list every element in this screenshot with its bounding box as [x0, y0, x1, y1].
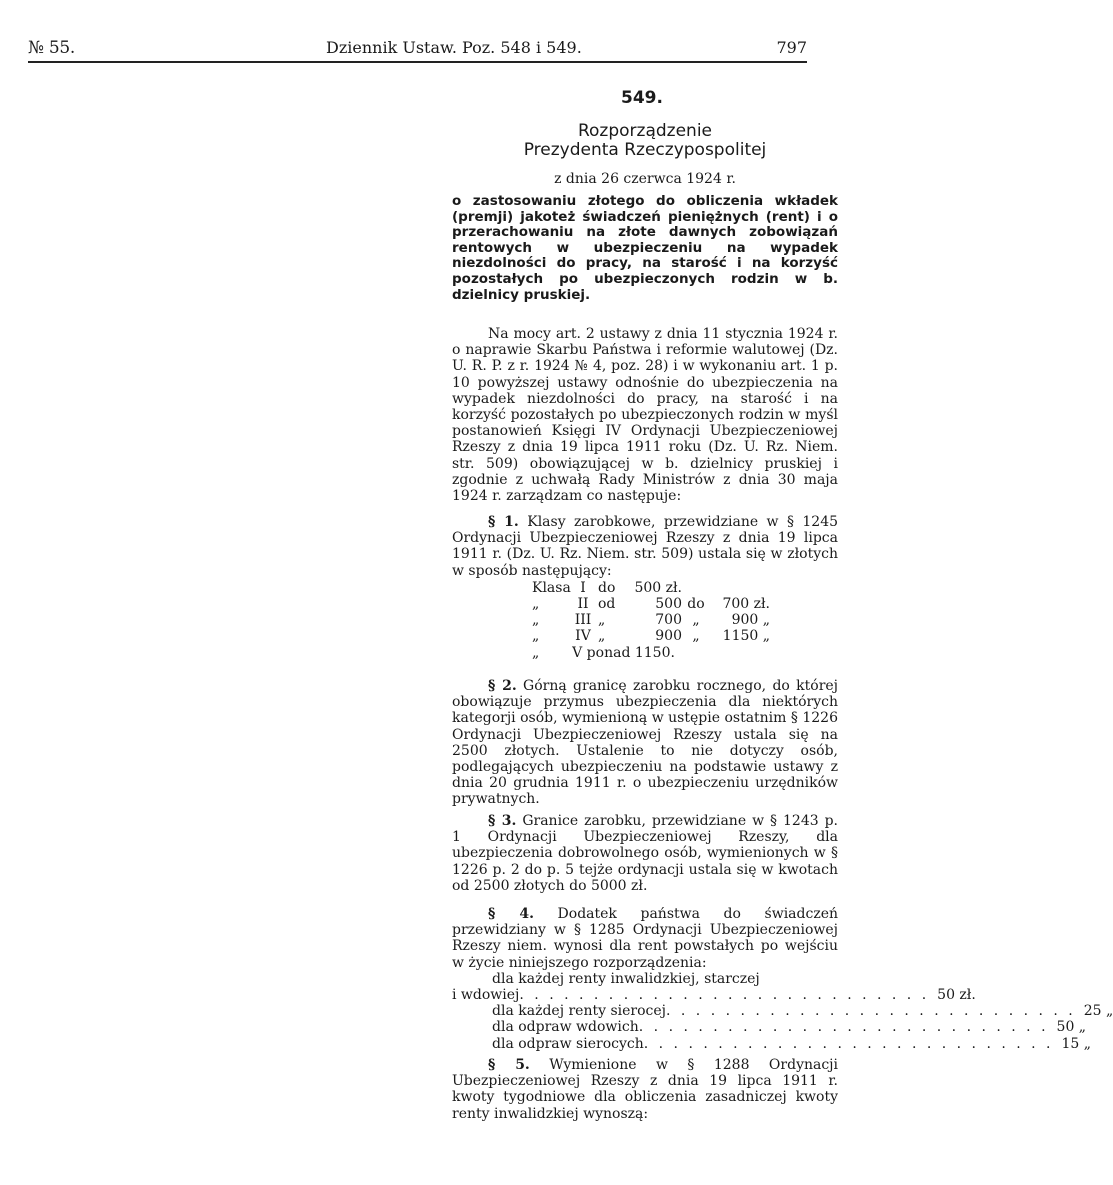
section-2-text [452, 678, 838, 808]
section-5-text [452, 1057, 838, 1122]
section-1-text [452, 514, 838, 579]
section-3-body: Granice zarobku, przewidziane w § 1243 p. 1 Ordynacji Ubezpieczeniowej Rzeszy, dla ubezpieczenia dobrowolnego osób, wymienionych w § 1226 p. 2 do p. 5 tejże ordynacji ustala się w kwotach od 2500 złotych do 5000 zł. [452, 813, 839, 894]
wage-class-mark: Klasa [532, 579, 571, 596]
dot-leader: . . . . . . . . . . . . . . . . . . . . . . . . . . . . [666, 1003, 1076, 1020]
section-2 [452, 678, 838, 808]
wage-class-from: 900 [655, 628, 682, 645]
wage-class-mark: „ [532, 612, 540, 629]
title-line-2: Prezydenta Rzeczypospolitej [523, 140, 767, 160]
title-line-1: Rozporządzenie [577, 121, 713, 141]
wage-class-to: 700 zł. [722, 596, 770, 613]
section-5-body: Wymienione w § 1288 Ordynacji Ubezpieczeniowej Rzeszy z dnia 19 lipca 1911 r. kwoty tygodniowe dla obliczenia zasadniczej kwoty renty inwalidzkiej wynoszą: [452, 1057, 838, 1122]
wage-class-row [532, 628, 838, 644]
supplement-row [452, 987, 976, 1004]
section-3-label: § 3. [488, 813, 517, 829]
page-header [28, 38, 807, 62]
supplement-label: i wdowiej [452, 987, 520, 1004]
wage-class-to-word [682, 580, 710, 596]
section-4-line-1a: dla każdej renty inwalidzkiej, starczej [492, 970, 760, 987]
wage-class-range: „ [598, 612, 606, 629]
wage-class-row [532, 596, 838, 612]
wage-class-range: do [598, 579, 616, 596]
publication-title: Dziennik Ustaw. Poz. 548 i 549. [326, 38, 582, 57]
wage-class-range: od [598, 596, 616, 613]
section-3 [452, 813, 838, 894]
section-5-label: § 5. [488, 1057, 530, 1073]
section-4-text [452, 906, 838, 971]
wage-class-mark: „ [532, 596, 540, 613]
wage-class-to: 900 „ [731, 612, 770, 629]
dot-leader: . . . . . . . . . . . . . . . . . . . . . . . . . . . . [638, 1019, 1049, 1036]
wage-class-range: „ [598, 628, 606, 645]
supplement-amount: 50 „ [1056, 1019, 1087, 1036]
document-date: z dnia 26 czerwca 1924 r. [554, 171, 736, 187]
supplement-label: dla odpraw wdowich [492, 1019, 639, 1036]
header-rule [28, 61, 807, 63]
issue-number: № 55. [28, 38, 76, 58]
section-4-body: Dodatek państwa do świadczeń przewidziany w § 1285 Ordynacji Ubezpieczeniowej Rzeszy niem. wynosi dla rent powstałych po wejściu w życie niniejszego rozporządzenia: [452, 906, 838, 971]
wage-class-to-word: „ [692, 628, 700, 645]
section-2-body: Górną granicę zarobku rocznego, do której obowiązuje przymus ubezpieczenia dla niektórych kategorji osób, wymienioną w ustępie ostatnim § 1226 Ordynacji Ubezpieczeniowej Rzeszy ustala się na 2500 złotych. Ustalenie to nie dotyczy osób, podlegających ubezpieczeniu na podstawie ustawy z dnia 20 grudnia 1911 r. o ubezpieczeniu urzędników prywatnych. [452, 678, 839, 808]
wage-class-to [781, 645, 838, 661]
wage-class-to [710, 580, 770, 596]
wage-class-roman: IV [575, 628, 591, 645]
wage-class-from: 700 [655, 612, 682, 629]
wage-class-row [532, 612, 838, 628]
supplement-amount: 50 zł. [937, 987, 976, 1004]
supplement-amount: 25 „ [1083, 1003, 1113, 1020]
wage-class-roman: III [574, 612, 592, 629]
supplement-amount: 15 „ [1061, 1035, 1092, 1052]
dot-leader: . . . . . . . . . . . . . . . . . . . . . . . . . . . . [643, 1035, 1054, 1052]
wage-class-mark: „ [532, 644, 540, 661]
document-subject: o zastosowaniu złotego do obliczenia wkładek (premji) jakoteż świadczeń pieniężnych (rent) i o przerachowaniu na złote dawnych zobowiązań rentowych w ubezpieczeniu na wypadek niezdolności do pracy, na starość i na korzyść pozostałych po ubezpieczonych rodzin w b. dzielnicy pruskiej. [452, 193, 838, 303]
preamble [452, 326, 838, 504]
wage-class-from: 500 [655, 596, 682, 613]
section-5 [452, 1057, 838, 1122]
supplement-row [452, 1019, 1087, 1036]
wage-class-to-word: do [687, 596, 705, 613]
supplement-row [452, 1003, 1113, 1020]
wage-class-roman: I [580, 579, 586, 596]
wage-class-row [532, 645, 838, 661]
wage-classes-table [532, 580, 838, 661]
dot-leader: . . . . . . . . . . . . . . . . . . . . . . . . . . . . [519, 987, 930, 1004]
wage-class-to: 1150 „ [722, 628, 770, 645]
section-1-label: § 1. [488, 514, 519, 530]
section-1-body: Klasy zarobkowe, przewidziane w § 1245 Ordynacji Ubezpieczeniowej Rzeszy z dnia 19 lipca 1911 r. (Dz. U. Rz. Niem. str. 509) ustala się w złotych w sposób następujący: [452, 514, 839, 579]
wage-class-to-word: „ [692, 612, 700, 629]
supplement-label: dla odpraw sierocych [492, 1035, 644, 1052]
section-3-text [452, 813, 838, 894]
supplement-label: dla każdej renty sierocej [492, 1003, 666, 1020]
wage-class-roman: II [577, 596, 589, 613]
wage-class-from: 500 zł. [634, 579, 682, 596]
wage-class-range [675, 645, 702, 661]
wage-class-row [532, 580, 838, 596]
document-number: 549. [621, 88, 663, 108]
wage-class-mark: „ [532, 628, 540, 645]
preamble-text: Na mocy art. 2 ustawy z dnia 11 stycznia 1924 r. o naprawie Skarbu Państwa i reformie walutowej (Dz. U. R. P. z r. 1924 № 4, poz. 28) i w wykonaniu art. 1 p. 10 powyższej ustawy odnośnie do ubezpieczenia na wypadek niezdolności do pracy, na starość i na korzyść pozostałych po ubezpieczonych rodzin w myśl postanowień Księgi IV Ordynacji Ubezpieczeniowej Rzeszy z dnia 19 lipca 1911 roku (Dz. U. Rz. Niem. str. 509) obowiązującej w b. dzielnicy pruskiej i zgodnie z uchwałą Rady Ministrów z dnia 30 maja 1924 r. zarządzam co następuje: [452, 326, 838, 505]
supplement-row [452, 1035, 1092, 1052]
section-2-label: § 2. [488, 678, 517, 694]
section-4-label: § 4. [488, 906, 534, 922]
document-title [452, 122, 838, 160]
wage-class-from [701, 645, 754, 661]
state-supplement-list [452, 987, 1113, 1052]
section-1 [452, 514, 838, 661]
page-number: 797 [776, 38, 807, 57]
wage-class-roman: V ponad 1150. [572, 644, 675, 661]
wage-class-to-word [755, 645, 782, 661]
section-4 [452, 906, 1113, 1052]
